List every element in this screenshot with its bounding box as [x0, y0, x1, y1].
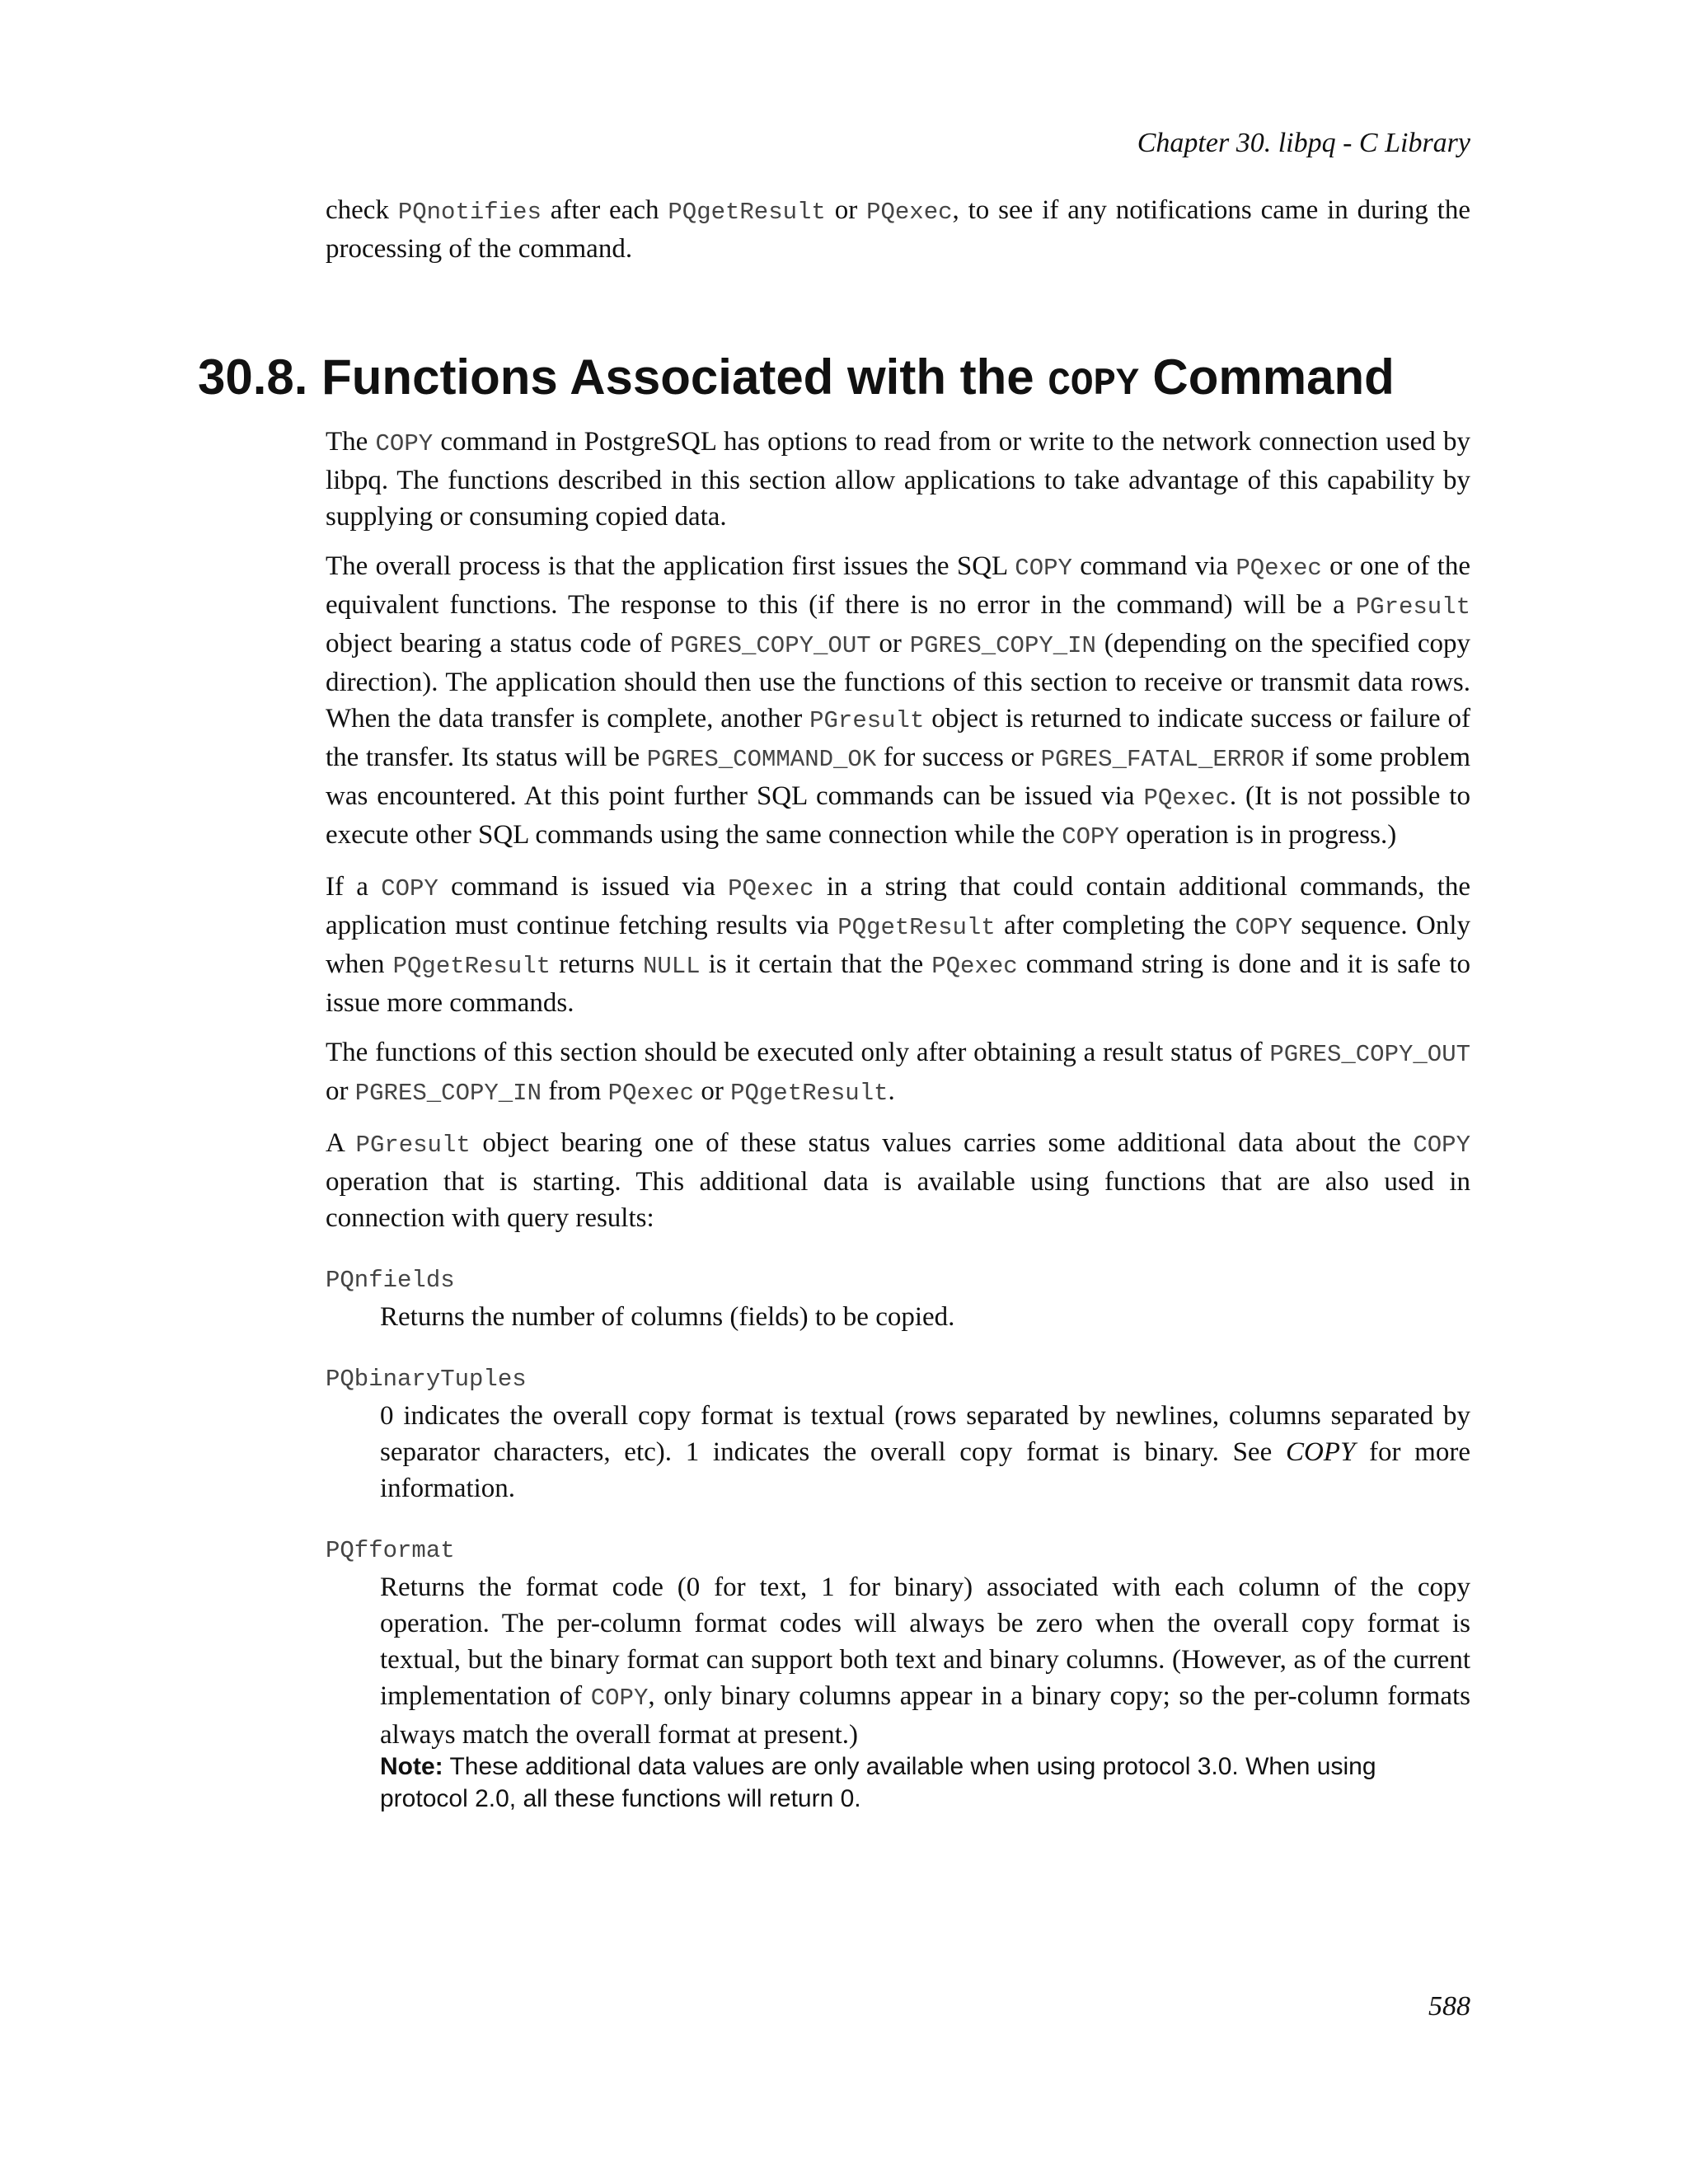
paragraph-status-requirement: The functions of this section should be executed only after obtaining a result status of PGRES_COPY_OUT or PGRES_COPY_IN from PQexec or PQgetResult.: [326, 1038, 1470, 1107]
intro-paragraph: check PQnotifies after each PQgetResult or PQexec, to see if any notifications came in during the processing of the command.: [326, 195, 1470, 264]
section-heading: [198, 346, 1484, 415]
paragraph-overview: The COPY command in PostgreSQL has options to read from or write to the network connection used by libpq. The functions described in this section allow applications to take advantage of this capability by supplying or consuming copied data.: [326, 427, 1470, 532]
note-box: [380, 1750, 1470, 1815]
function-term: PQnfields: [326, 1267, 455, 1294]
function-description: 0 indicates the overall copy format is textual (rows separated by newlines, columns separated by separator characters, etc). 1 indicates the overall copy format is binary. See COPY for more information.: [380, 1401, 1470, 1503]
page-number: 588: [1428, 1991, 1470, 2022]
paragraph-process: The overall process is that the application first issues the SQL COPY command via PQexec or one of the equivalent functions. The response to this (if there is no error in the command) will be a PGresult object bearing a status code of PGRES_COPY_OUT or PGRES_COPY_IN (depending on the specified copy direction). The application should then use the functions of this section to receive or transmit data rows. When the data transfer is complete, another PGresult object is returned to indicate success or failure of the transfer. Its status will be PGRES_COMMAND_OK for success or PGRES_FATAL_ERROR if some problem was encountered. At this point further SQL commands can be issued via PQexec. (It is not possible to execute other SQL commands using the same connection while the COPY operation is in progress.): [326, 551, 1471, 851]
note-label: Note:: [380, 1753, 443, 1780]
section-title-prefix: Functions Associated with the: [321, 349, 1034, 405]
paragraph-additional-data: A PGresult object bearing one of these status values carries some additional data about the COPY operation that is starting. This additional data is available using functions that are also used in connection with query results:: [326, 1128, 1470, 1233]
function-term: PQfformat: [326, 1537, 455, 1564]
section-body: [326, 424, 1470, 1766]
section-title-code: COPY: [1048, 363, 1139, 405]
note-text: These additional data values are only available when using protocol 3.0. When using protocol 2.0, all these functions will return 0.: [380, 1753, 1376, 1812]
running-header: Chapter 30. libpq - C Library: [1137, 128, 1470, 158]
function-definition-list: [326, 1249, 1470, 1753]
section-number: 30.8.: [198, 349, 308, 405]
function-description: Returns the format code (0 for text, 1 for binary) associated with each column of the copy operation. The per-column format codes will always be zero when the overall copy format is textual, but the binary format can support both text and binary columns. (However, as of the current implementation of COPY, only binary columns appear in a binary copy; so the per-column formats always match the overall format at present.): [380, 1572, 1471, 1750]
function-description: Returns the number of columns (fields) to be copied.: [380, 1302, 955, 1332]
section-title-suffix: Command: [1152, 349, 1395, 405]
paragraph-multiple-commands: If a COPY command is issued via PQexec in a string that could contain additional commands, the application must continue fetching results via PQgetResult after completing the COPY sequence. Only when PQgetResult returns NULL is it certain that the PQexec command string is done and it is safe to issue more commands.: [326, 872, 1470, 1018]
copy-reference-link[interactable]: COPY: [1285, 1437, 1356, 1467]
function-term: PQbinaryTuples: [326, 1366, 527, 1393]
